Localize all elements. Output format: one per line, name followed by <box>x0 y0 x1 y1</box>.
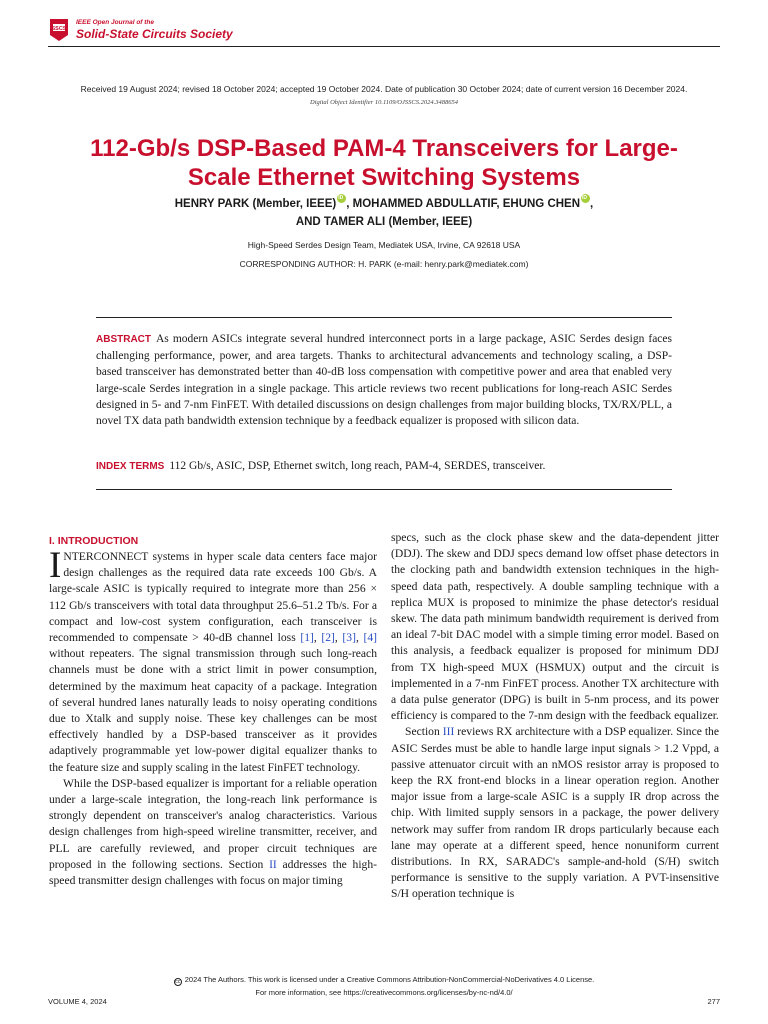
citation-link-4[interactable]: [4] <box>363 631 377 645</box>
received-dates: Received 19 August 2024; revised 18 October 2024; accepted 19 October 2024. Date of publication 30 October 2024; date of current version 16 December 2024. <box>80 84 688 94</box>
volume-year: VOLUME 4, 2024 <box>48 997 107 1006</box>
paragraph-1 <box>49 545 377 776</box>
author-1: HENRY PARK (Member, IEEE) <box>174 198 337 210</box>
paragraph-2-text-a: While the DSP-based equalizer is important for a reliable operation under a large-scale integration, the long-reach link performance is strongly dependent on transceiver's analog characteristics. Various design challenges from high-speed wireline transmitter, receiver, and PLL are carefully reviewed, and proper circuit techniques are proposed in the following sections. Section <box>49 776 377 871</box>
paper-title: 112-Gb/s DSP-Based PAM-4 Transceivers for Large-Scale Ethernet Switching Systems <box>90 135 678 191</box>
body-column-left <box>49 533 377 889</box>
license-line-2[interactable]: For more information, see https://creativecommons.org/licenses/by-nc-nd/4.0/ <box>255 988 513 997</box>
section-heading-introduction: I. INTRODUCTION <box>49 535 139 547</box>
page-number: 277 <box>707 997 720 1006</box>
corresponding-author: CORRESPONDING AUTHOR: H. PARK (e-mail: henry.park@mediatek.com) <box>239 259 529 269</box>
masthead-divider <box>48 46 720 47</box>
citation-link-1[interactable]: [1] <box>300 631 314 645</box>
creative-commons-icon: cc <box>175 979 181 985</box>
affiliation: High-Speed Serdes Design Team, Mediatek USA, Irvine, CA 92618 USA <box>247 240 521 250</box>
abstract-label: ABSTRACT <box>96 334 151 345</box>
journal-masthead <box>48 13 233 47</box>
orcid-icon[interactable] <box>337 194 346 203</box>
paragraph-1-text-a: NTERCONNECT systems in hyper scale data centers face major design challenges as the required data rate exceeds 100 Gb/s. A large-scale ASIC is typically required to integrate more than 256 × 112 Gb/s transceivers with total data throughput 25.6–51.2 Tb/s. For a compact and low-cost system configuration, each transceiver is recommended to compensate > 40-dB channel loss <box>49 550 377 645</box>
logo-letters: SSCS <box>51 26 67 32</box>
citation-separator: , <box>334 631 343 645</box>
paragraph-4-text-a: Section <box>405 725 443 739</box>
drop-cap: I <box>49 545 62 586</box>
author-2-end: , <box>590 198 594 210</box>
orcid-icon[interactable] <box>581 194 590 203</box>
paragraph-2-text-b: addresses the high-speed transmitter design challenges with focus on major timing <box>49 857 377 888</box>
abstract-top-rule <box>96 317 672 318</box>
citation-separator: , <box>313 631 322 645</box>
abstract <box>96 331 672 429</box>
index-terms <box>96 458 672 475</box>
citation-link-2[interactable]: [2] <box>321 631 335 645</box>
license-line-1 <box>0 975 768 986</box>
index-terms-text: 112 Gb/s, ASIC, DSP, Ethernet switch, long reach, PAM-4, SERDES, transceiver. <box>169 460 546 472</box>
journal-name: Solid-State Circuits Society <box>76 27 233 42</box>
citation-link-3[interactable]: [3] <box>342 631 356 645</box>
journal-top-line: IEEE Open Journal of the <box>76 18 155 26</box>
citation-separator: , <box>355 631 364 645</box>
paragraph-4-text-b: reviews RX architecture with a DSP equalizer. Since the ASIC Serdes must be able to handle large input signals > 1.2 Vppd, a passive attenuator circuit with an nMOS resistor array is proposed to keep the RX front-end blocks in a linear operation region. Another major issue from a large-scale ASIC is a supply IR drop across the chip. With limited supply sensors in a package, the power delivery network may suffer from random IR drops particularly because each lane may operate at a different speed, hence nonuniform current distributions. In RX, SARADC's sample-and-hold (S/H) switch performance is sensitive to the supply variation. A PVT-insensitive S/H operation technique is <box>391 725 719 901</box>
paragraph-1-text-b: without repeaters. The signal transmission through such long-reach channels must be done with a strict limit in power consumption, determined by the maximum heat capacity of a package. Integration of several hundred lanes naturally leads to noisy operating conditions due to Xtalk and supply noise. These key challenges can be most effectively handled by a DSP-based transceiver as it provides adaptively programmable yet low-power digital equalizer thanks to the feature size and supply scaling in the latest FinFET technology. <box>49 647 377 774</box>
doi-line: Digital Object Identifier 10.1109/OJSSCS.2024.3488654 <box>310 99 458 106</box>
author-list <box>60 194 708 231</box>
paragraph-4 <box>391 724 719 902</box>
section-link-ii[interactable]: II <box>269 857 277 871</box>
abstract-bottom-rule <box>96 489 672 490</box>
index-terms-label: INDEX TERMS <box>96 461 165 472</box>
section-link-iii[interactable]: III <box>442 725 455 739</box>
author-2: , MOHAMMED ABDULLATIF, EHUNG CHEN <box>346 198 581 210</box>
author-3: AND TAMER ALI (Member, IEEE) <box>295 216 473 228</box>
paragraph-2 <box>49 776 377 889</box>
body-column-right <box>391 530 719 903</box>
license-text-1: 2024 The Authors. This work is licensed under a Creative Commons Attribution-NonCommercial-NoDerivatives 4.0 License. <box>184 975 595 984</box>
paragraph-3: specs, such as the clock phase skew and the data-dependent jitter (DDJ). The skew and DDJ specs demand low offset phase detectors in the clocking path and bandwidth extension techniques in the high-speed data path, respectively. A double sampling technique with a replica MUX is proposed to minimize the phase detector's residual skew. The data path minimum bandwidth requirement is derived from an ideal 7-bit DAC model with a simple timing error model. Based on this analysis, a feedback equalizer is proposed for minimum DDJ from TX high-speed MUX (HSMUX) output and the circuit is implemented in a 7-nm FinFET process. Another TX architecture with a data pulse generator (DPG) is built in 5-nm process, and its power efficiency is compared to the 7-nm design with the feedback equalizer. <box>391 531 719 723</box>
sscs-logo-icon <box>48 17 70 43</box>
abstract-text: As modern ASICs integrate several hundred interconnect ports in a large package, ASIC Serdes design faces challenging performance, power, and area targets. Thanks to architectural advancements and technology scaling, a DSP-based transceiver has demonstrated better than 40-dB loss compensation with competitive power and area that enabled very large-scale Serdes integration in a single package. This article reviews two recent publications for long-reach ASIC Serdes designed in 5- and 7-nm FinFET. With detailed discussions on design challenges from major building blocks, TX/RX/PLL, a novel TX data path bandwidth extension technique by a feedback equalizer is proposed with silicon data. <box>96 333 672 428</box>
